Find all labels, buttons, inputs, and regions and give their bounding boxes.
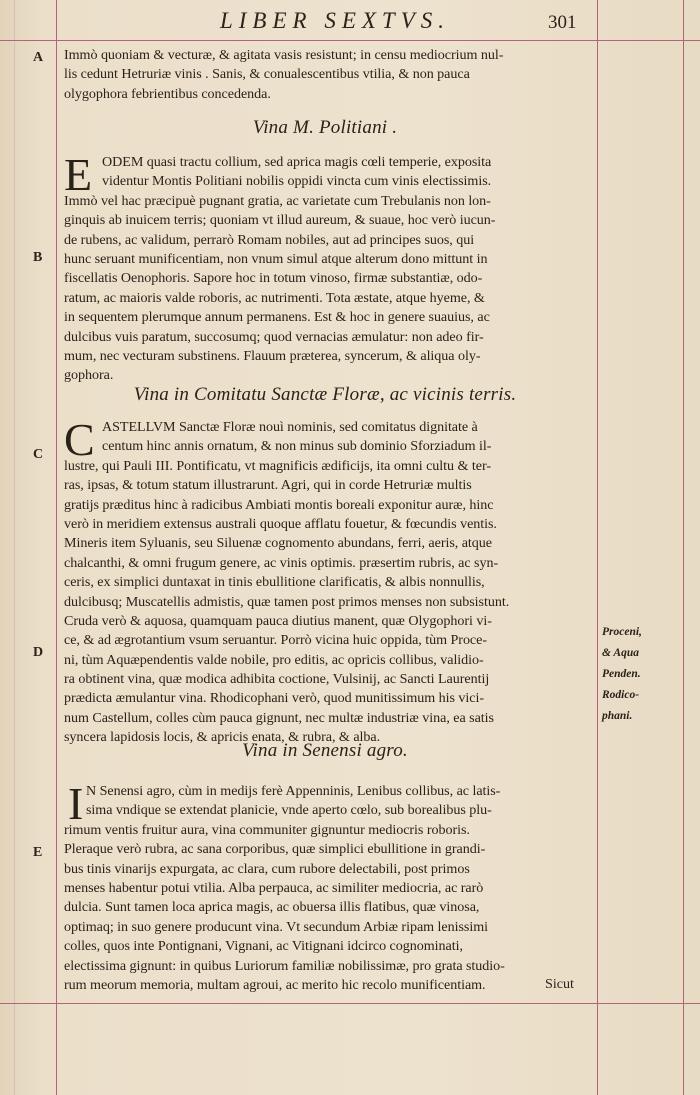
side-note-line: & Aqua (602, 647, 639, 659)
text-line: N Senensi agro, cùm in medijs ferè Appenninis, Lenibus collibus, ac latis- (86, 783, 501, 799)
margin-letter-b: B (33, 250, 43, 265)
text-line: Immò vel hac præcipuè pugnant gratia, ac varietate cum Trebulanis non lon- (64, 192, 491, 209)
text-line: ASTELLVM Sanctæ Floræ nouì nominis, sed comitatus dignitate à (102, 419, 478, 435)
section-heading-senensi: Vina in Senensi agro. (242, 740, 408, 761)
section-senensi-paragraph (64, 778, 586, 995)
text-line: Immò quoniam & vecturæ, & agitata vasis resistunt; in censu mediocrium nul- (64, 47, 504, 63)
drop-cap-e: E (64, 149, 93, 200)
section-heading-politiani: Vina M. Politiani . (252, 117, 398, 138)
text-line: olygophora febrientibus concedenda. (64, 85, 271, 102)
margin-letter-a: A (33, 50, 44, 65)
text-line: mum, nec vecturam substinens. Flauum præterea, syncerum, & aliqua oly- (64, 347, 481, 364)
bottom-margin-rule (0, 1003, 700, 1004)
text-line: dulcibus vuis paratum, succosumq; quod vernacias æmulatur: non adeo fir- (64, 328, 484, 345)
side-note-line: phani. (602, 710, 633, 722)
text-line: ra obtinent vina, quæ modica adhibita coctione, Vulsinij, ac Sancti Laurentij (64, 671, 490, 688)
text-line: ras, ipsas, & totum statum illustrarunt. Agri, qui in corde Hetruriæ multis (64, 477, 472, 494)
text-line: num Castellum, colles cùm pauca gignunt, nec multæ industriæ vina, ea satis (64, 709, 494, 726)
text-line: colles, quos inte Pontignani, Vignani, ac Vitignani idcirco cognominati, (64, 938, 463, 955)
margin-letter-c: C (33, 447, 44, 462)
section-politiani-paragraph (64, 149, 586, 386)
text-line: videntur Montis Politiani nobilis oppidi vincta cum vinis electissimis. (102, 173, 492, 190)
text-line: lustre, qui Pauli III. Pontificatu, vt magnificis ædificijs, ita omni cultu & ter- (64, 457, 491, 474)
text-line: dulcibusq; Muscatellis admistis, quæ tamen post primos menses non subsistunt. (64, 593, 510, 610)
outer-margin-rule (683, 0, 684, 1095)
text-line: rimum ventis fruitur aura, vina communiter gignuntur mediocris roboris. (64, 821, 470, 838)
text-line: menses habentur potui vtilia. Alba perpauca, ac similiter mediocria, ac rarò (64, 879, 484, 896)
text-line: in sequentem plerumque annum permanens. Est & hoc in genere suauius, ac (64, 309, 490, 326)
text-line: fiscellatis Oenophoris. Sapore hoc in totum vinoso, firmæ substantiæ, odo- (64, 270, 483, 287)
text-line: ceris, ex simplici duntaxat in tinis ebullitione clarificatis, & albis nonnullis, (64, 574, 485, 591)
drop-cap-i: I (68, 778, 84, 829)
text-line: ginquis ab inuicem terris; quoniam vt illud aureum, & suaue, hoc verò iucun- (64, 212, 496, 229)
margin-letter-d: D (33, 645, 44, 660)
text-line: Pleraque verò rubra, ac sana corporibus, quæ simplici ebullitione in grandi- (64, 841, 486, 858)
page-edge-shadow (14, 0, 15, 1095)
section-a-paragraph (64, 46, 586, 104)
text-line: electissima gignunt: in quibus Luriorum familiæ nobilissimæ, pro grata studio- (64, 957, 505, 974)
text-line: bus tinis vinarijs expurgata, ac clara, cum rubore delectabili, post primos (64, 860, 470, 877)
text-line: lis cedunt Hetruriæ vinis . Sanis, & conualescentibus vtilia, & non pauca (64, 66, 470, 83)
text-line: chalcanthi, & omni frugum genere, ac vinis optimis. præsertim rubris, ac syn- (64, 554, 499, 571)
text-line: sima vndique se extendat planicie, vnde aperto cœlo, sub borealibus plu- (86, 802, 492, 819)
margin-letter-e: E (33, 845, 43, 860)
text-line: dulcia. Sunt tamen loca aprica magis, ac obuersa illis flatibus, quæ vinosa, (64, 899, 480, 916)
side-note-line: Proceni, (602, 626, 642, 638)
section-heading-flora: Vina in Comitatu Sanctæ Floræ, ac vicinis terris. (133, 384, 517, 405)
catchword: Sicut (545, 976, 574, 992)
text-line: syncera lapidosis locis, & apricis enata, & rubra, & alba. (64, 729, 381, 746)
left-margin-rule (56, 0, 57, 1095)
text-line: Mineris item Syluanis, seu Siluenæ cognomento abundans, ferri, aeris, atque (64, 535, 492, 552)
text-line: optimaq; in suo genere producunt vina. Vt secundum Arbiæ ripam lenissimi (64, 918, 488, 935)
text-line: rum meorum memoria, multam agroui, ac merito hic recolo munificentiam. (64, 976, 486, 993)
section-flora-paragraph (64, 414, 586, 748)
side-note-line: Rodico- (602, 689, 640, 701)
right-margin-rule (597, 0, 598, 1095)
text-line: ni, tùm Aquæpendentis valde nobile, pro editis, ac opricis collibus, validio- (64, 651, 484, 668)
text-line: Cruda verò & aquosa, quamquam pauca diutius manent, quæ Olygophori vi- (64, 612, 492, 629)
page-number: 301 (548, 12, 577, 33)
text-line: prædicta æmulantur vina. Rhodicophani verò, quod munitissimum his vici- (64, 690, 484, 707)
text-line: de rubens, ac validum, perrarò Romam nobiles, aut ad principes suos, qui (64, 231, 475, 248)
drop-cap-c: C (64, 414, 95, 465)
text-line: hunc seruant munificentiam, non vnum simul atque alterum dono mittunt in (64, 250, 488, 267)
text-line: verò in meridiem extensus australi quoque afflatu fouetur, & fœcundis ventis. (64, 515, 497, 532)
text-line: gophora. (64, 367, 114, 384)
side-note (602, 622, 682, 727)
text-line: ce, & ad ægrotantium vsum seruantur. Porrò vicina huic oppida, tùm Proce- (64, 632, 487, 649)
top-margin-rule (0, 40, 700, 41)
side-note-line: Penden. (602, 668, 641, 680)
running-title: LIBER SEXTVS. (219, 8, 451, 33)
text-line: centum hinc annis ornatum, & non minus sub dominio Sforziadum il- (102, 438, 492, 455)
text-line: ODEM quasi tractu collium, sed aprica magis cœli temperie, exposita (102, 154, 492, 170)
text-line: ratum, ac maioris valde roboris, ac nutrimenti. Tota æstate, atque hyeme, & (64, 289, 485, 306)
text-line: gratijs præditus hinc à radicibus Ambiati montis boreali exponitur auræ, hinc (64, 496, 494, 513)
